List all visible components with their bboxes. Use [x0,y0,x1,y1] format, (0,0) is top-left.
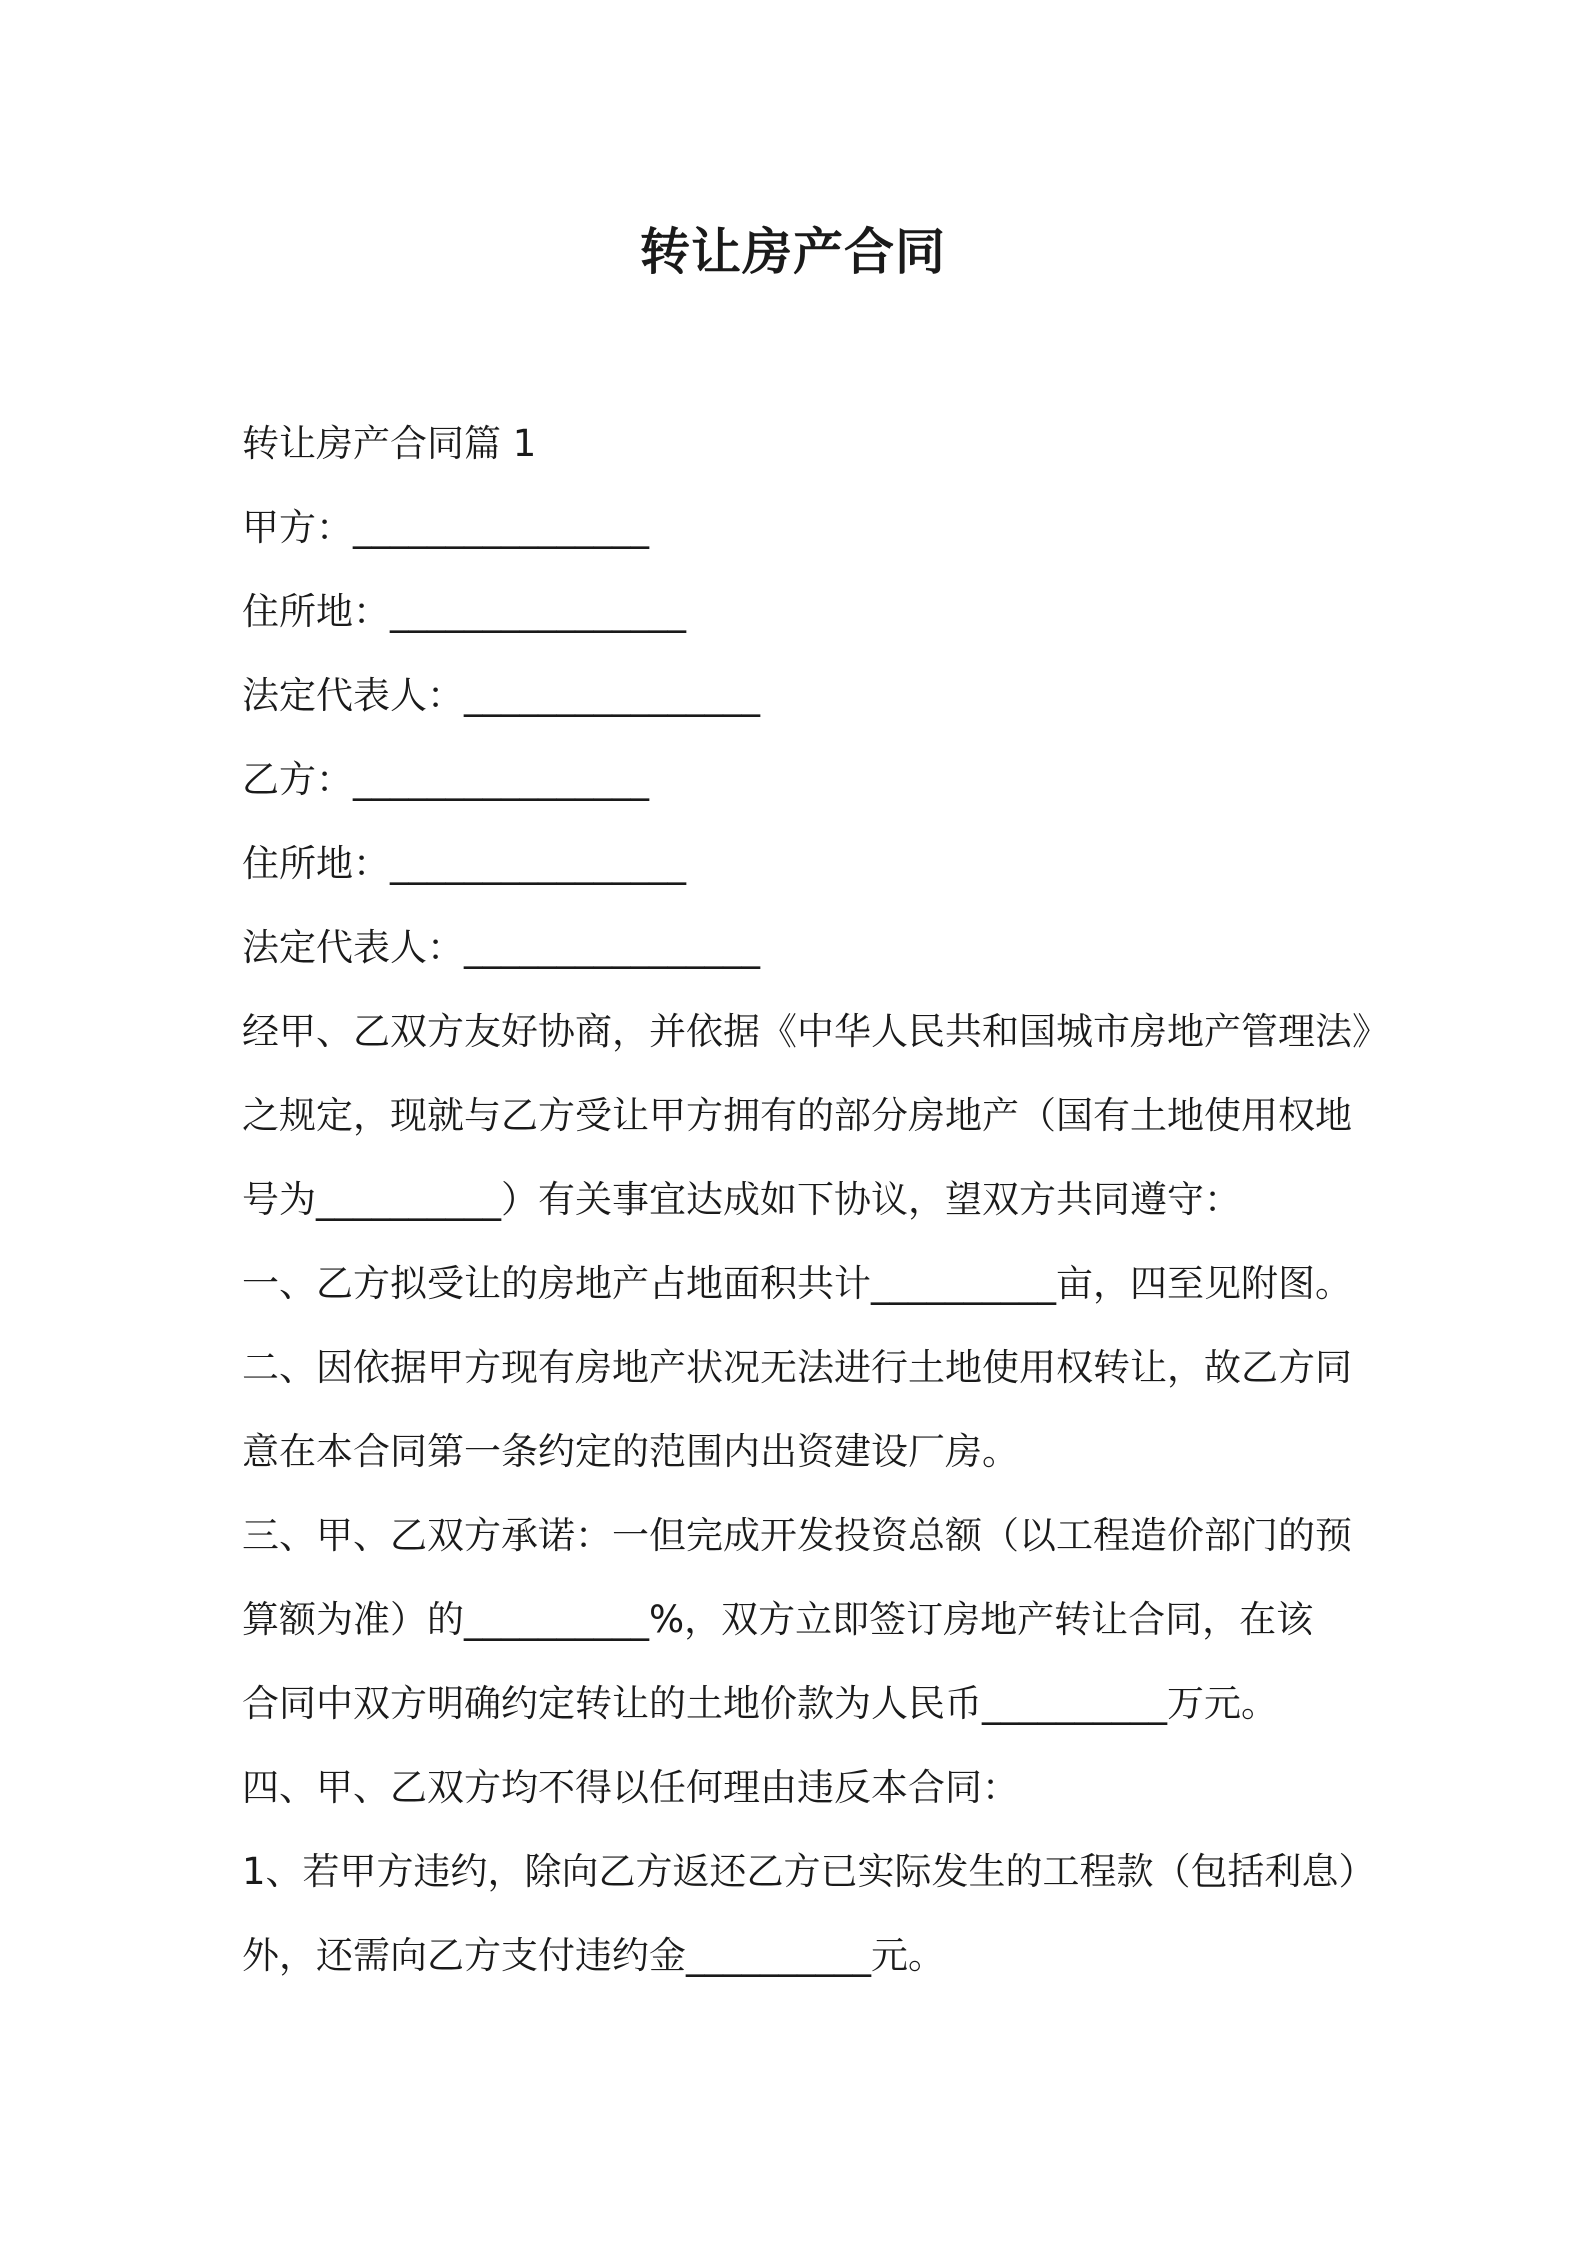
preamble-line: 经甲、乙双方友好协商，并依据《中华人民共和国城市房地产管理法》 [242,1010,1389,1053]
clause-4-1-line: 1、若甲方违约，除向乙方返还乙方已实际发生的工程款（包括利息） [242,1850,1376,1893]
party-b-address-line: 住所地：________________ [242,842,686,885]
preamble-line: 号为__________）有关事宜达成如下协议，望双方共同遵守： [242,1178,1241,1221]
party-b-name-line: 乙方：________________ [242,758,649,801]
party-a-representative-line: 法定代表人：________________ [242,674,760,717]
party-a-address-line: 住所地：________________ [242,590,686,633]
party-a-name-line: 甲方：________________ [242,506,649,549]
clause-2-line: 意在本合同第一条约定的范围内出资建设厂房。 [242,1430,1019,1473]
clause-4-1-line: 外，还需向乙方支付违约金__________元。 [242,1934,945,1977]
clause-4-line: 四、甲、乙双方均不得以任何理由违反本合同： [242,1766,1019,1809]
preamble-line: 之规定，现就与乙方受让甲方拥有的部分房地产（国有土地使用权地 [242,1094,1352,1137]
party-b-representative-line: 法定代表人：________________ [242,926,760,969]
document-body [242,402,1389,1998]
clause-3-line: 三、甲、乙双方承诺：一但完成开发投资总额（以工程造价部门的预 [242,1514,1352,1557]
section-heading: 转让房产合同篇 1 [242,422,537,465]
clause-3-line: 算额为准）的__________%，双方立即签订房地产转让合同，在该 [242,1598,1314,1641]
clause-2-line: 二、因依据甲方现有房地产状况无法进行土地使用权转让，故乙方同 [242,1346,1352,1389]
clause-3-line: 合同中双方明确约定转让的土地价款为人民币__________万元。 [242,1682,1278,1725]
document-title: 转让房产合同 [640,223,946,281]
clause-1-line: 一、乙方拟受让的房地产占地面积共计__________亩，四至见附图。 [242,1262,1352,1305]
